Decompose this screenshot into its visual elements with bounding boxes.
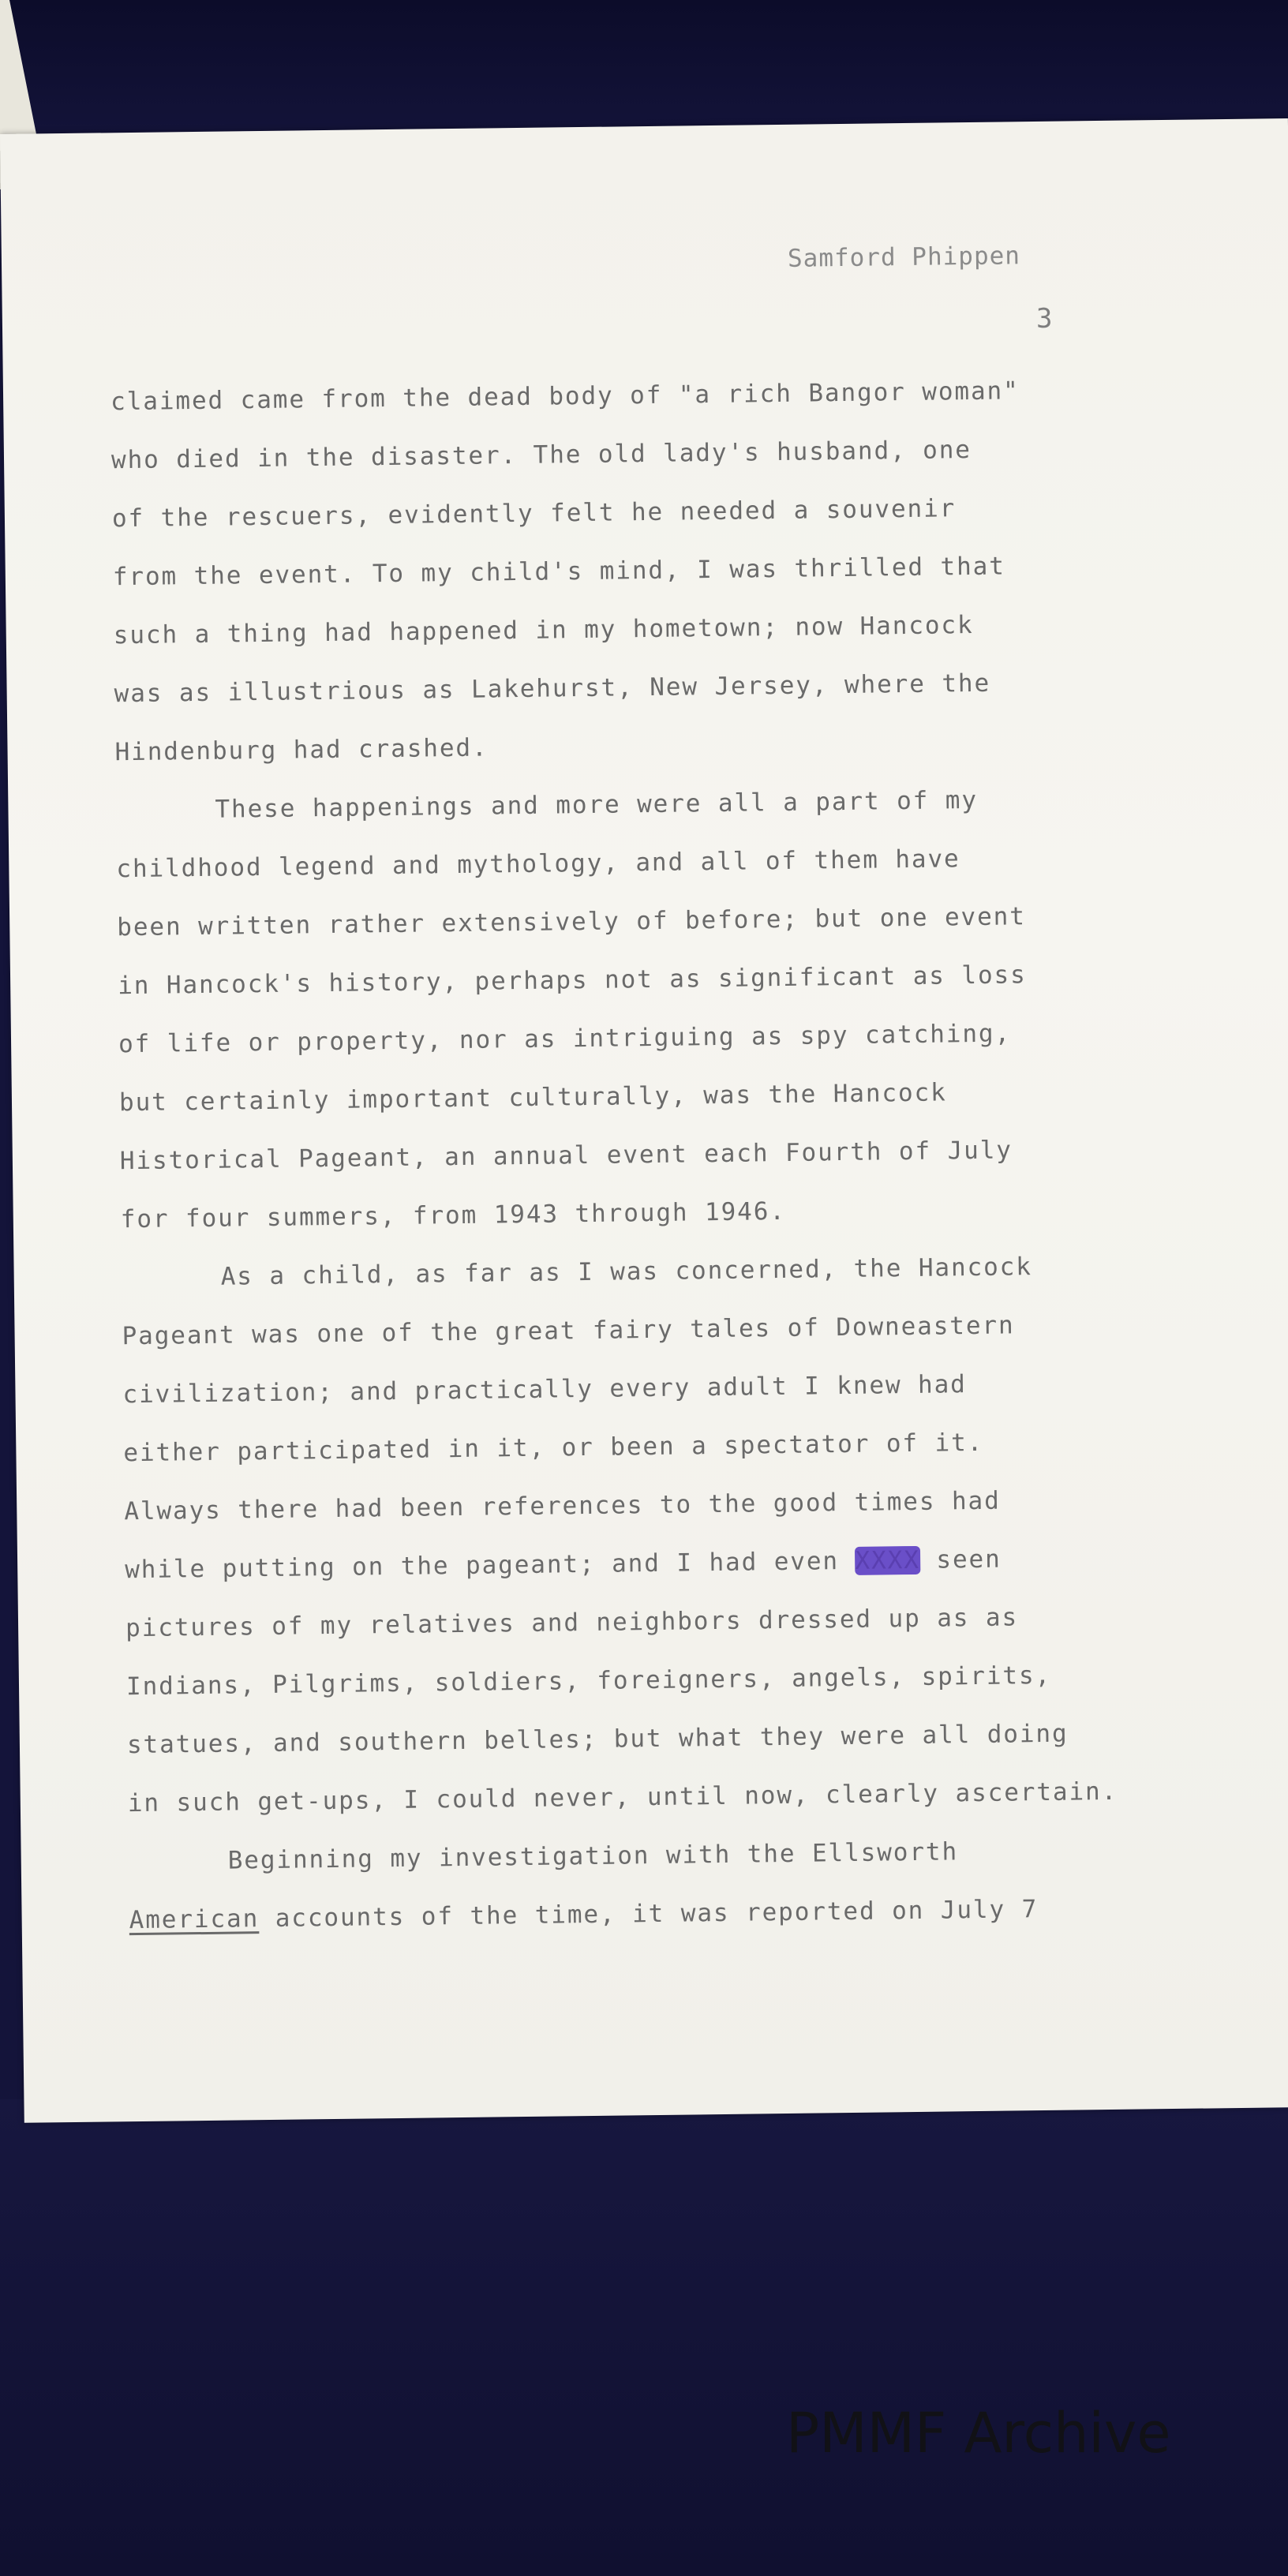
paragraph-first-line: Beginning my investigation with the Ellsworth xyxy=(227,1837,959,1875)
text-line: who died in the disaster. The old lady's husband, one xyxy=(110,435,972,475)
text-line: of life or property, nor as intriguing as spy catching, xyxy=(118,1019,1012,1059)
text-line xyxy=(129,1897,1038,1933)
text-line: Historical Pageant, an annual event each Fourth of July xyxy=(119,1136,1013,1176)
text-line: been written rather extensively of before; but one event xyxy=(117,902,1026,942)
text-line: of the rescuers, evidently felt he needed a souvenir xyxy=(111,494,957,534)
background-bottom xyxy=(0,2099,1288,2576)
text-line: statues, and southern belles; but what they were all doing xyxy=(126,1719,1069,1760)
text-line: childhood legend and mythology, and all of them have xyxy=(116,844,960,884)
text-line: claimed came from the dead body of "a rich Bangor woman" xyxy=(110,376,1020,417)
text-line: in Hancock's history, perhaps not as significant as loss xyxy=(117,960,1027,1001)
text-line xyxy=(125,1544,1002,1585)
page-number: 3 xyxy=(1035,302,1053,335)
struck-out-word: XXXX xyxy=(855,1545,921,1575)
text-segment: while putting on the pageant; and I had even xyxy=(125,1547,840,1585)
text-line: pictures of my relatives and neighbors dressed up as as xyxy=(125,1603,1019,1643)
text-line: in such get-ups, I could never, until now, clearly ascertain. xyxy=(127,1777,1118,1818)
text-line: either participated in it, or been a spectator of it. xyxy=(123,1428,984,1468)
text-segment: accounts of the time, it was reported on July 7 xyxy=(275,1895,1039,1933)
text-line: civilization; and practically every adult I knew had xyxy=(122,1370,967,1410)
text-line: but certainly important culturally, was the Hancock xyxy=(118,1078,947,1118)
text-line: for four summers, from 1943 through 1946. xyxy=(120,1196,787,1234)
text-line: was as illustrious as Lakehurst, New Jersey, where the xyxy=(114,668,991,709)
typed-page xyxy=(0,118,1288,2123)
underlined-word: American xyxy=(129,1904,260,1935)
text-line: from the event. To my child's mind, I was thrilled that xyxy=(112,552,1006,592)
text-line: Pageant was one of the great fairy tales of Downeastern xyxy=(122,1311,1015,1351)
archive-watermark: PMMF Archive xyxy=(786,2401,1171,2466)
text-line: Always there had been references to the good times had xyxy=(124,1486,1001,1526)
page-header-author: Samford Phippen xyxy=(787,242,1021,273)
paragraph-first-line: As a child, as far as I was concerned, the Hancock xyxy=(220,1252,1033,1291)
text-segment: seen xyxy=(936,1544,1002,1574)
text-line: Hindenburg had crashed. xyxy=(114,733,489,767)
text-line: Indians, Pilgrims, soldiers, foreigners, angels, spirits, xyxy=(125,1661,1052,1702)
paragraph-first-line: These happenings and more were all a part of my xyxy=(215,785,979,824)
text-line: such a thing had happened in my hometown; now Hancock xyxy=(113,610,974,650)
